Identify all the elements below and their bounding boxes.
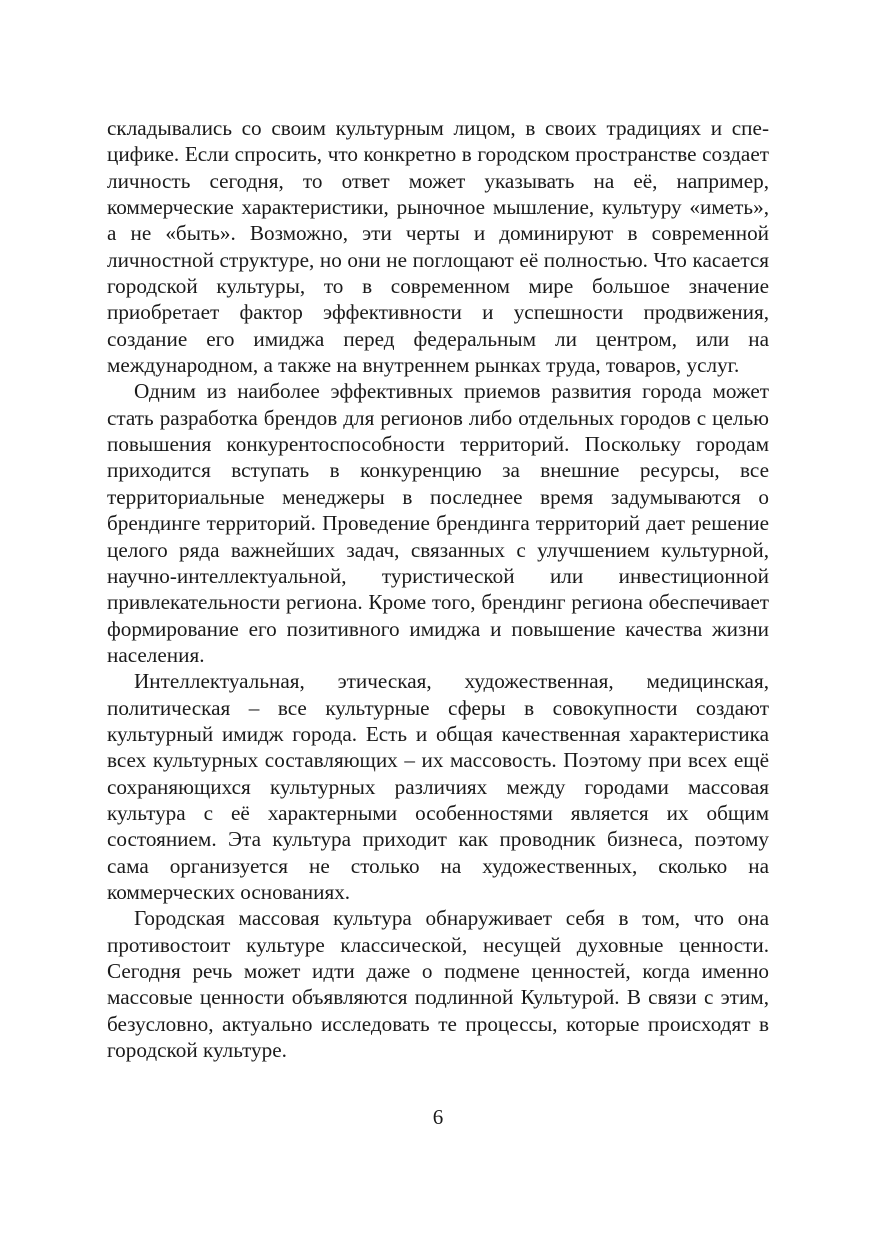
paragraph-cultural-image: Интеллектуальная, этическая, художественная, медицинская, политическая – все культурные сферы в совокупности создают культурный имидж города. Есть и общая качественная характеристика всех культурных составляющих – их массовость. Поэтому при всех ещё сохраняющихся культурных различиях между городами массовая культура с её характерными особенностями является их общим состоянием. Эта культура приходит как проводник бизнеса, поэтому сама организуется не столько на художественных, сколько на коммерческих основаниях. xyxy=(107,669,769,904)
paragraph-mass-culture: Городская массовая культура обнаруживает себя в том, что она противостоит культуре классической, несущей духовные ценности. Сегодня речь может идти даже о подмене ценностей, когда именно массовые ценности объявляются подлинной Культурой. В связи с этим, безусловно, актуально исследовать те процессы, которые происходят в городской культуре. xyxy=(107,906,769,1063)
paragraph-branding: Одним из наиболее эффективных приемов развития города может стать разработка брендов для регионов либо отдельных городов с целью повышения конкурентоспособности территорий. Поскольку городам приходится вступать в конкуренцию за внешние ресурсы, все территориальные менеджеры в последнее время задумываются о брендинге территорий. Проведение брендинга территорий дает решение целого ряда важнейших задач, связанных с улучшением культурной, научно-интеллектуальной, туристической или инвестиционной привлекательности региона. Кроме того, брендинг региона обеспечивает формирование его позитивного имиджа и повышение качества жизни населения. xyxy=(107,379,769,667)
body-text xyxy=(107,115,769,1063)
page-number: 6 xyxy=(432,1105,444,1129)
paragraph-continuation: складывались со своим культурным лицом, в своих традициях и специфике. Если спросить, что конкретно в городском пространстве создает личность сегодня, то ответ может указывать на её, например, коммерческие характеристики, рыночное мышление, культуру «иметь», а не «быть». Возможно, эти черты и доминируют в современной личностной структуре, но они не поглощают её полностью. Что касается городской культуры, то в современном мире большое значение приобретает фактор эффективности и успешности продвижения, создание его имиджа перед федеральным ли центром, или на международном, а также на внутреннем рынках труда, товаров, услуг. xyxy=(107,116,769,378)
